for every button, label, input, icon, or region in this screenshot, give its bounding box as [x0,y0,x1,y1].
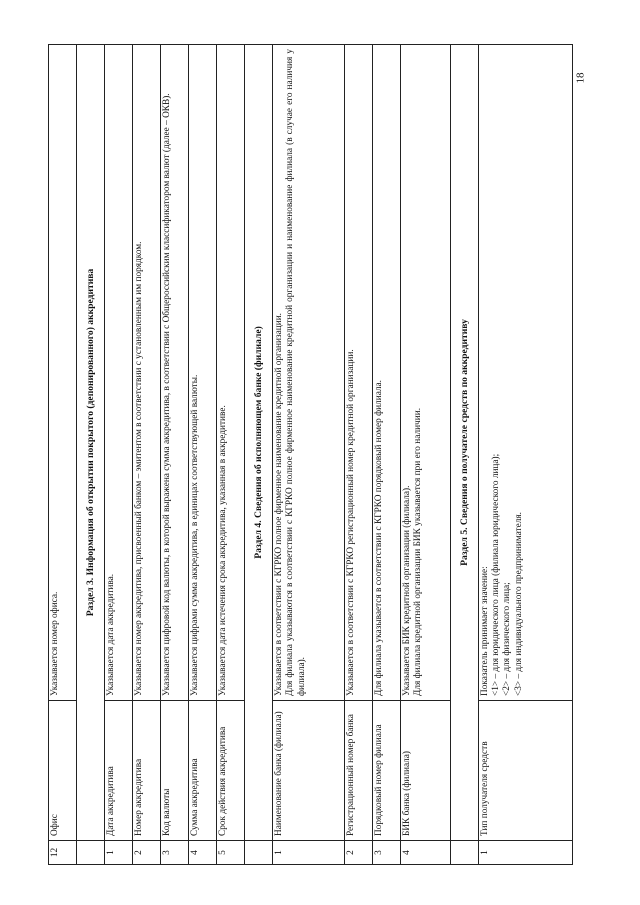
description-line: Указывается номер аккредитива, присвоенный банком – эмитентом в соответствии с установленным им порядком. [134,241,145,696]
row-number: 1 [105,841,133,865]
field-description [161,45,189,701]
field-name: Порядковый номер филиала [372,701,400,841]
field-description [49,45,77,701]
description-line: <3> – для индивидуального предпринимателя. [513,512,524,696]
table-row [345,45,373,865]
field-name: Номер аккредитива [133,701,161,841]
table-row [273,45,345,865]
section-row [244,45,273,865]
field-description [188,45,216,701]
row-number: 3 [372,841,400,865]
table-row [161,45,189,865]
field-description [273,45,345,701]
row-number: 3 [161,841,189,865]
field-description [345,45,373,701]
table-row [372,45,400,865]
field-name: Дата аккредитива [105,701,133,841]
description-line: Показатель принимает значение: [480,566,491,696]
section-row [450,45,479,865]
row-number: 12 [49,841,77,865]
row-number: 2 [133,841,161,865]
field-description [479,45,573,701]
description-line: Для филиала кредитной организации БИК указывается при его наличии. [412,407,423,696]
table-row [216,45,244,865]
description-line: <1> – для юридического лица (филиала юридического лица); [491,453,502,696]
section-num-cell [450,841,479,865]
section-num-cell [76,841,105,865]
field-name: Офис [49,701,77,841]
field-name: Регистрационный номер банка [345,701,373,841]
description-line: Указывается номер офиса. [50,591,60,696]
description-line: Для филиала указываются в соответствии с КГРКО полное фирменное наименование кредитной организации и наименование филиала (в случае его наличия у филиала). [285,49,307,696]
table-row [188,45,216,865]
table-row [105,45,133,865]
description-line: <2> – для физического лица; [502,582,513,696]
field-description [216,45,244,701]
field-name: Тип получателя средств [479,701,573,841]
description-line: Указывается БИК кредитной организации (филиала). [401,485,412,696]
field-name: Срок действия аккредитива [216,701,244,841]
field-name: Код валюты [161,701,189,841]
row-number: 4 [188,841,216,865]
table-row [400,45,450,865]
page-number: 18 [574,72,587,84]
field-description [400,45,450,701]
rotated-table-wrapper [48,45,573,865]
table-body [49,45,573,865]
section-row [76,45,105,865]
table-row [479,45,573,865]
description-line: Указывается дата аккредитива. [106,573,117,696]
field-name: Сумма аккредитива [188,701,216,841]
requisites-table [48,44,573,865]
field-name: Наименование банка (филиала) [273,701,345,841]
section-num-cell [244,841,273,865]
description-line: Для филиала указывается в соответствии с КГРКО порядковый номер филиала. [373,379,384,696]
table-row [133,45,161,865]
row-number: 4 [400,841,450,865]
description-line: Указывается цифровой код валюты, в которой выражена сумма аккредитива, в соответствии с Общероссийским классификатором валют (далее – ОКВ). [162,93,173,696]
field-name: БИК банка (филиала) [400,701,450,841]
row-number: 1 [479,841,573,865]
description-line: Указывается дата истечения срока аккредитива, указанная в аккредитиве. [217,405,228,696]
row-number: 1 [273,841,345,865]
section-title: Раздел 3. Информация об открытии покрытого (депонированного) аккредитива [76,45,105,841]
description-line: Указывается в соответствии с КГРКО полное фирменное наименование кредитной организации. [274,313,285,696]
row-number: 5 [216,841,244,865]
section-title: Раздел 4. Сведения об исполняющем банке (филиале) [244,45,273,841]
field-description [105,45,133,701]
section-title: Раздел 5. Сведения о получателе средств по аккредитиву [450,45,479,841]
field-description [372,45,400,701]
row-number: 2 [345,841,373,865]
field-description [133,45,161,701]
description-line: Указывается в соответствии с КГРКО регистрационный номер кредитной организации. [346,349,357,696]
table-row [49,45,77,865]
description-line: Указывается цифрами сумма аккредитива, в единицах соответствующей валюты. [189,374,200,696]
